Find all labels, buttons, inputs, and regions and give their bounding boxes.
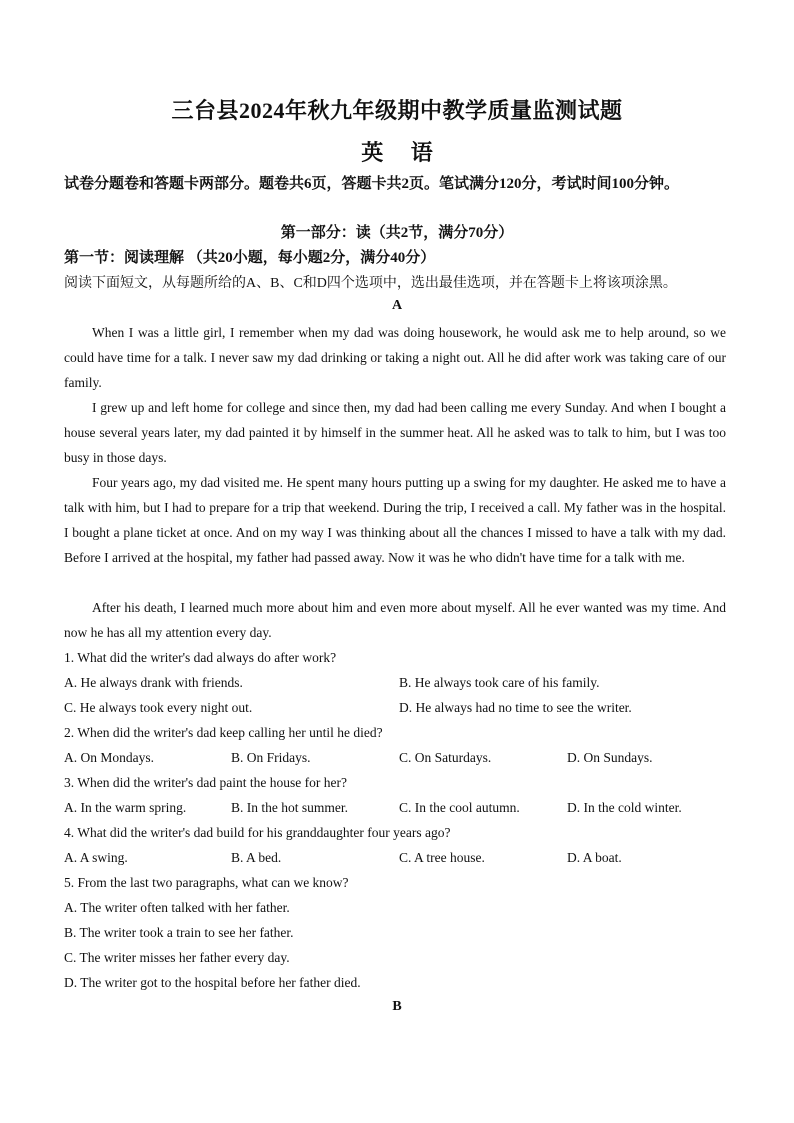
question-4-option-a[interactable]: A. A swing. <box>64 850 128 865</box>
passage-a-paragraph-2: I grew up and left home for college and since then, my dad had been calling me every Sunday. And when I bought a house several years later, my dad painted it by himself in the summer heat. All he asked was to talk to him, but I was too busy in those days. <box>64 400 726 465</box>
question-5-stem: 5. From the last two paragraphs, what can we know? <box>64 875 349 890</box>
question-3-option-c[interactable]: C. In the cool autumn. <box>399 800 520 815</box>
question-2-option-c[interactable]: C. On Saturdays. <box>399 750 492 765</box>
section-one-heading: 第一节：阅读理解 （共20小题，每小题2分，满分40分） <box>64 250 436 266</box>
question-4-option-b[interactable]: B. A bed. <box>231 850 282 865</box>
question-5-option-d[interactable]: D. The writer got to the hospital before her father died. <box>64 975 361 990</box>
question-1-option-b[interactable]: B. He always took care of his family. <box>399 675 600 690</box>
question-4-stem: 4. What did the writer's dad build for his granddaughter four years ago? <box>64 825 451 840</box>
exam-title: 三台县2024年秋九年级期中教学质量监测试题 <box>171 98 623 123</box>
question-2-option-d[interactable]: D. On Sundays. <box>567 750 653 765</box>
passage-a-paragraph-3: Four years ago, my dad visited me. He spent many hours putting up a swing for my daughter. He asked me to have a talk with him, but I had to prepare for a trip that weekend. During the trip, I received a call. My father was in the hospital. I bought a plane ticket at once. And on my way I was thinking about all the chances I missed to have a talk with my dad. Before I arrived at the hospital, my father had passed away. Now it was he who didn't have time for a talk with me. <box>64 475 726 565</box>
question-5-option-c[interactable]: C. The writer misses her father every day. <box>64 950 290 965</box>
question-3-option-a[interactable]: A. In the warm spring. <box>64 800 187 815</box>
passage-a-paragraph-4: After his death, I learned much more about him and even more about myself. All he ever wanted was my time. And now he has all my attention every day. <box>64 600 726 640</box>
question-1-option-a[interactable]: A. He always drank with friends. <box>64 675 243 690</box>
passage-a-paragraph-1: When I was a little girl, I remember when my dad was doing housework, he would ask me to help around, so we could have time for a talk. I never saw my dad drinking or taking a night out. All he did after work was taking care of our family. <box>64 325 726 390</box>
question-1-option-d[interactable]: D. He always had no time to see the writer. <box>399 700 632 715</box>
question-1-stem: 1. What did the writer's dad always do after work? <box>64 650 337 665</box>
subject-title: 英 语 <box>361 140 433 165</box>
question-3-option-b[interactable]: B. In the hot summer. <box>231 800 348 815</box>
question-2-stem: 2. When did the writer's dad keep calling her until he died? <box>64 725 383 740</box>
question-2-option-a[interactable]: A. On Mondays. <box>64 750 154 765</box>
question-3-option-d[interactable]: D. In the cold winter. <box>567 800 682 815</box>
question-4-option-d[interactable]: D. A boat. <box>567 850 622 865</box>
reading-directions: 阅读下面短文，从每题所给的A、B、C和D四个选项中，选出最佳选项，并在答题卡上将该项涂黑。 <box>64 276 677 291</box>
question-1-option-c[interactable]: C. He always took every night out. <box>64 700 253 715</box>
question-5-option-b[interactable]: B. The writer took a train to see her father. <box>64 925 294 940</box>
exam-notice: 试卷分题卷和答题卡两部分。题卷共6页，答题卡共2页。笔试满分120分，考试时间100分钟。 <box>64 176 680 192</box>
passage-b-label: B <box>392 999 402 1014</box>
passage-a-label: A <box>391 298 403 313</box>
question-5-option-a[interactable]: A. The writer often talked with her father. <box>64 900 290 915</box>
question-4-option-c[interactable]: C. A tree house. <box>399 850 485 865</box>
part-one-heading: 第一部分：读（共2节，满分70分） <box>280 225 514 241</box>
question-3-stem: 3. When did the writer's dad paint the house for her? <box>64 775 347 790</box>
question-2-option-b[interactable]: B. On Fridays. <box>231 750 311 765</box>
